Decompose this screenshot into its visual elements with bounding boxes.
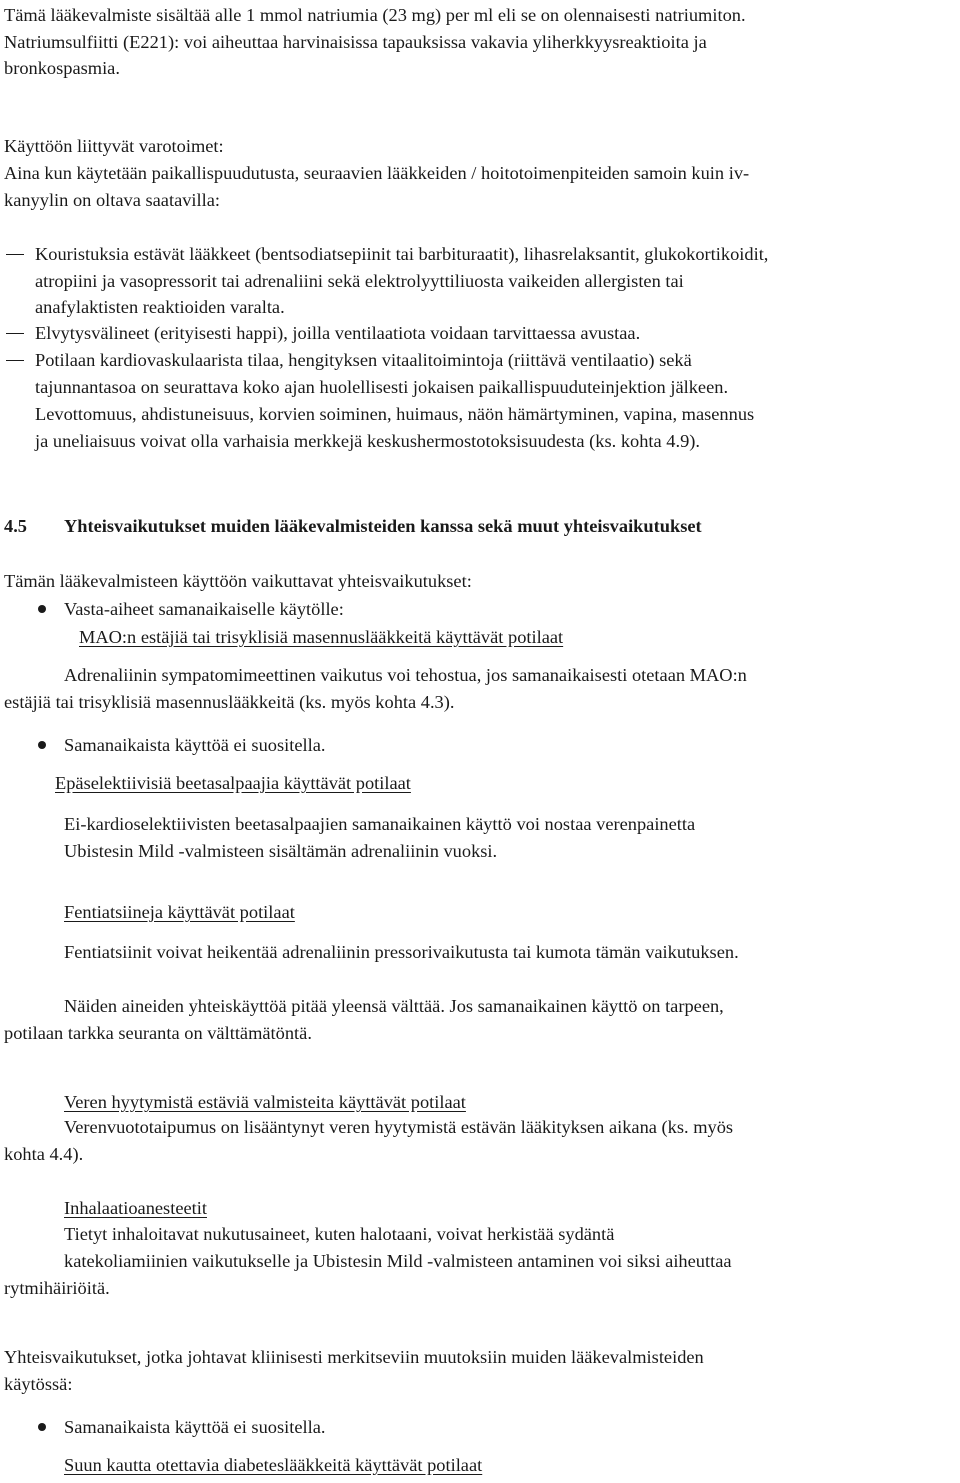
dash-marker-3: [6, 360, 24, 361]
precaution-item-1-line2: atropiini ja vasopressorit tai adrenaliini sekä elektrolyyttiliuosta vaikeiden allergisten tai: [35, 271, 684, 291]
interactions-lead: Tämän lääkevalmisteen käyttöön vaikuttavat yhteisvaikutukset:: [4, 571, 472, 591]
inhalation-subheading: Inhalaatioanesteetit: [64, 1198, 207, 1218]
precautions-intro-line1: Aina kun käytetään paikallispuudutusta, seuraavien lääkkeiden / hoitotoimenpiteiden samoin kuin iv-: [4, 163, 750, 183]
bullet-2: [38, 741, 46, 749]
beta-blocker-subheading: Epäselektiivisiä beetasalpaajia käyttävät potilaat: [55, 773, 411, 793]
contraindicated-heading: Vasta-aiheet samanaikaiselle käytölle:: [64, 599, 344, 619]
clinical-interactions-line2: käytössä:: [4, 1374, 73, 1394]
mao-text-line1: Adrenaliinin sympatomimeettinen vaikutus voi tehostua, jos samanaikaisesti otetaan MAO:n: [64, 665, 747, 685]
precaution-item-2: Elvytysvälineet (erityisesti happi), joilla ventilaatiota voidaan tarvittaessa avustaa.: [35, 323, 641, 343]
inhalation-text-line2: katekoliamiinien vaikutukselle ja Ubistesin Mild -valmisteen antaminen voi siksi aiheuttaa: [64, 1251, 732, 1271]
precaution-item-1-line1: Kouristuksia estävät lääkkeet (bentsodiatsepiinit tai barbituraatit), lihasrelaksantit, glukokortikoidit,: [35, 244, 769, 264]
mao-text-line2: estäjiä tai trisyklisiä masennuslääkkeitä (ks. myös kohta 4.3).: [4, 692, 455, 712]
not-recommended-1: Samanaikaista käyttöä ei suositella.: [64, 735, 326, 755]
precaution-item-1-line3: anafylaktisten reaktioiden varalta.: [35, 297, 285, 317]
diabetes-subheading: Suun kautta otettavia diabeteslääkkeitä käyttävät potilaat: [64, 1455, 483, 1475]
precaution-item-3-line3: Levottomuus, ahdistuneisuus, korvien soiminen, huimaus, näön hämärtyminen, vapina, masennus: [35, 404, 755, 424]
phenothiazine-text: Fentiatsiinit voivat heikentää adrenaliinin pressorivaikutusta tai kumota tämän vaikutuksen.: [64, 942, 739, 962]
mao-subheading: MAO:n estäjiä tai trisyklisiä masennuslääkkeitä käyttävät potilaat: [79, 627, 564, 647]
precautions-title: Käyttöön liittyvät varotoimet:: [4, 136, 224, 156]
beta-blocker-text-line2: Ubistesin Mild -valmisteen sisältämän adrenaliinin vuoksi.: [64, 841, 498, 861]
anticoagulant-text-line2: kohta 4.4).: [4, 1144, 84, 1164]
inhalation-text-line1: Tietyt inhaloitavat nukutusaineet, kuten halotaani, voivat herkistää sydäntä: [64, 1224, 615, 1244]
clinical-interactions-line1: Yhteisvaikutukset, jotka johtavat kliinisesti merkitseviin muutoksiin muiden lääkevalmisteiden: [4, 1347, 704, 1367]
bullet-1: [38, 605, 46, 613]
section-title: Yhteisvaikutukset muiden lääkevalmisteiden kanssa sekä muut yhteisvaikutukset: [64, 516, 702, 536]
bullet-3: [38, 1423, 46, 1431]
sulfite-note-line2: bronkospasmia.: [4, 58, 120, 78]
phenothiazine-subheading: Fentiatsiineja käyttävät potilaat: [64, 902, 295, 922]
dash-marker-2: [6, 333, 24, 334]
section-number: 4.5: [4, 516, 27, 536]
precautions-intro-line2: kanyylin on oltava saatavilla:: [4, 190, 221, 210]
precaution-item-3-line2: tajunnantasoa on seurattava koko ajan huolellisesti jokaisen paikallispuuduteinjektion jälkeen.: [35, 377, 729, 397]
precaution-item-3-line4: ja uneliaisuus voivat olla varhaisia merkkejä keskushermostotoksisuudesta (ks. kohta 4.9).: [35, 431, 700, 451]
sulfite-note-line1: Natriumsulfiitti (E221): voi aiheuttaa harvinaisissa tapauksissa vakavia yliherkkyysreaktioita ja: [4, 32, 707, 52]
sodium-note: Tämä lääkevalmiste sisältää alle 1 mmol natriumia (23 mg) per ml eli se on olennaisesti natriumiton.: [4, 5, 746, 25]
not-recommended-2: Samanaikaista käyttöä ei suositella.: [64, 1417, 326, 1437]
beta-blocker-text-line1: Ei-kardioselektiivisten beetasalpaajien samanaikainen käyttö voi nostaa verenpainetta: [64, 814, 696, 834]
combination-text-line1: Näiden aineiden yhteiskäyttöä pitää yleensä välttää. Jos samanaikainen käyttö on tarpeen,: [64, 996, 724, 1016]
precaution-item-3-line1: Potilaan kardiovaskulaarista tilaa, hengityksen vitaalitoimintoja (riittävä ventilaatio) sekä: [35, 350, 692, 370]
anticoagulant-text-line1: Verenvuototaipumus on lisääntynyt veren hyytymistä estävän lääkityksen aikana (ks. myös: [64, 1117, 734, 1137]
inhalation-text-line3: rytmihäiriöitä.: [4, 1278, 110, 1298]
combination-text-line2: potilaan tarkka seuranta on välttämätöntä.: [4, 1023, 312, 1043]
dash-marker-1: [6, 254, 24, 255]
anticoagulant-subheading: Veren hyytymistä estäviä valmisteita käyttävät potilaat: [64, 1092, 466, 1112]
